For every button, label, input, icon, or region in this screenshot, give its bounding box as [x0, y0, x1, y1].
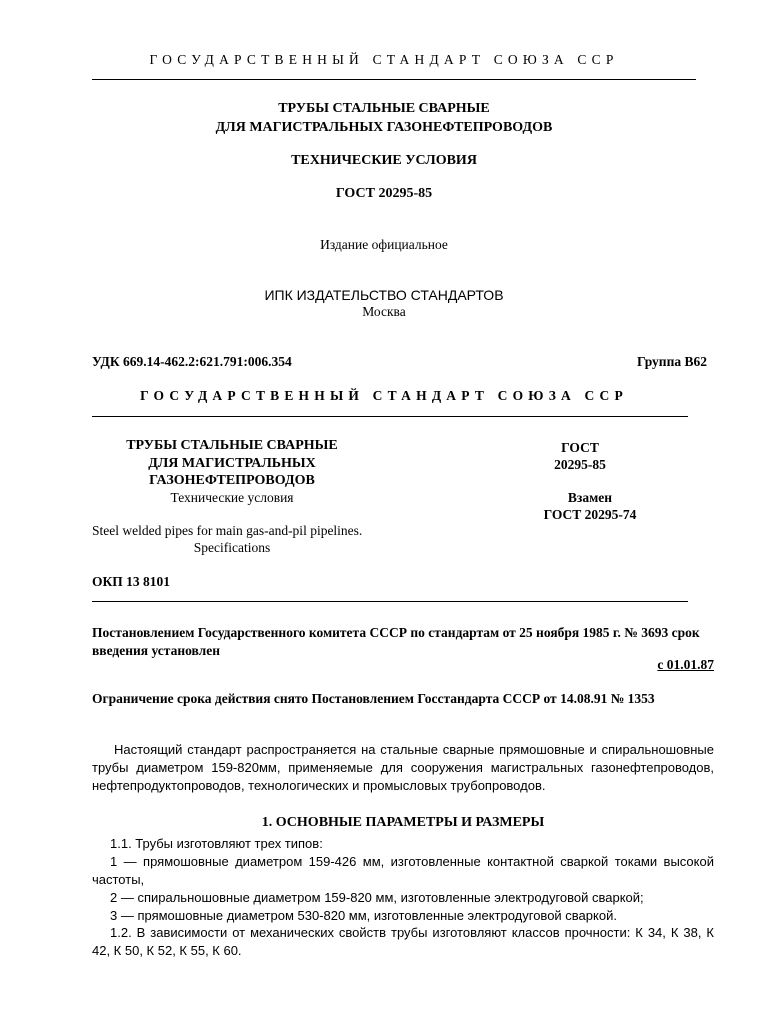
limitation-text: Ограничение срока действия снято Постановлением Госстандарта СССР от 14.08.91 № 1353 — [92, 691, 655, 706]
clause-type-2: 2 — спиральношовные диаметром 159-820 мм, изготовленные электродуговой сваркой; — [110, 890, 644, 905]
cover-edition: Издание официальное — [320, 237, 448, 252]
cover-publisher: ИПК ИЗДАТЕЛЬСТВО СТАНДАРТОВ — [264, 287, 504, 303]
replaces-gost: ГОСТ 20295-74 — [543, 507, 637, 522]
clause-type-3: 3 — прямошовные диаметром 530-820 мм, изготовленные электродуговой сваркой. — [110, 908, 617, 923]
gost-label: ГОСТ — [561, 440, 599, 455]
cover-title-line2: ДЛЯ МАГИСТРАЛЬНЫХ ГАЗОНЕФТЕПРОВОДОВ — [215, 120, 553, 135]
cover-rule — [92, 79, 696, 80]
cover-subtitle: ТЕХНИЧЕСКИЕ УСЛОВИЯ — [291, 153, 477, 168]
replaces-label: Взамен — [567, 490, 613, 505]
page-title-line3: ГАЗОНЕФТЕПРОВОДОВ — [149, 473, 315, 488]
clause-1-2: 1.2. В зависимости от механических свойств трубы изготовляют классов прочности: К 34, К 38, К 42, К 50, К 52, К 55, К 60. — [92, 925, 714, 958]
cover-title-line1: ТРУБЫ СТАЛЬНЫЕ СВАРНЫЕ — [278, 101, 490, 116]
group-code: Группа В62 — [636, 354, 707, 369]
decree-text: Постановлением Государственного комитета СССР по стандартам от 25 ноября 1985 г. № 3693 срок введения установлен — [92, 625, 700, 658]
cover-header: ГОСУДАРСТВЕННЫЙ СТАНДАРТ СОЮЗА ССР — [149, 52, 619, 67]
okp-rule — [92, 601, 688, 602]
intro-paragraph: Настоящий стандарт распространяется на стальные сварные прямошовные и спиральношовные трубы диаметром 159-820мм, применяемые для сооружения магистральных газонефтепроводов, нефтепродуктопроводов, технологических и промысловых трубопроводов. — [92, 742, 714, 793]
page-title-line2: ДЛЯ МАГИСТРАЛЬНЫХ — [148, 456, 316, 471]
okp-code: ОКП 13 8101 — [92, 574, 171, 589]
introduction-date: с 01.01.87 — [657, 657, 714, 672]
page-header-rule — [92, 416, 688, 417]
english-title-line1: Steel welded pipes for main gas-and-pil pipelines. — [92, 523, 363, 538]
english-title-line2: Specifications — [193, 540, 271, 555]
cover-city: Москва — [362, 304, 406, 319]
page-title-line1: ТРУБЫ СТАЛЬНЫЕ СВАРНЫЕ — [126, 438, 338, 453]
page-title-subtitle: Технические условия — [170, 490, 294, 505]
cover-gost-number: ГОСТ 20295-85 — [335, 186, 433, 201]
clause-1-1: 1.1. Трубы изготовляют трех типов: — [110, 836, 323, 851]
udk-code: УДК 669.14-462.2:621.791:006.354 — [92, 354, 292, 369]
gost-number: 20295-85 — [554, 457, 606, 472]
section-title: 1. ОСНОВНЫЕ ПАРАМЕТРЫ И РАЗМЕРЫ — [261, 815, 545, 830]
clause-type-1: 1 — прямошовные диаметром 159-426 мм, изготовленные контактной сваркой токами высокой частоты, — [92, 854, 714, 887]
page-header: ГОСУДАРСТВЕННЫЙ СТАНДАРТ СОЮЗА ССР — [140, 388, 628, 403]
